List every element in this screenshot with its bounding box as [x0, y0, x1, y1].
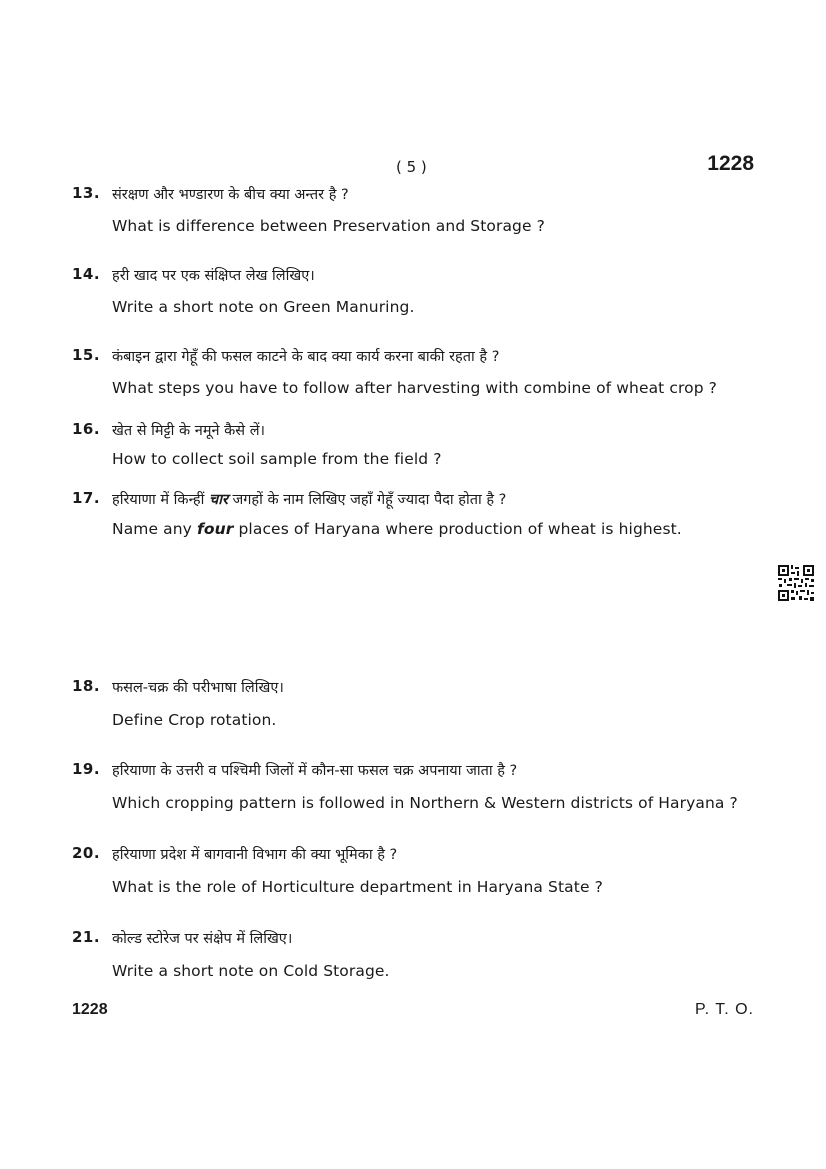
question-hindi: संरक्षण और भण्डारण के बीच क्या अन्तर है ? [112, 187, 349, 203]
question-hindi-part: हरियाणा में किन्हीं [112, 492, 209, 508]
question-number: 19. [72, 760, 101, 778]
question-english-part: Name any [112, 520, 197, 538]
question-english: What steps you have to follow after harvesting with combine of wheat crop ? [112, 379, 718, 397]
paper-code-header: 1228 [707, 152, 754, 175]
question-hindi [112, 489, 506, 509]
question-number: 15. [72, 346, 101, 364]
question-hindi: कंबाइन द्वारा गेहूँ की फसल काटने के बाद क्या कार्य करना बाकी रहता है ? [112, 349, 500, 365]
paper-code-footer: 1228 [72, 1001, 108, 1018]
qr-code-icon [777, 564, 815, 602]
question-number: 14. [72, 265, 101, 283]
question-hindi-part: जगहों के नाम लिखिए जहाँ गेहूँ ज्यादा पैदा होता है ? [227, 492, 507, 508]
question-hindi: हरी खाद पर एक संक्षिप्त लेख लिखिए। [112, 268, 315, 284]
question-hindi: कोल्ड स्टोरेज पर संक्षेप में लिखिए। [112, 931, 293, 947]
question-english: What is difference between Preservation and Storage ? [112, 217, 545, 235]
question-hindi: खेत से मिट्टी के नमूने कैसे लें। [112, 423, 266, 439]
question-number: 16. [72, 420, 101, 438]
question-english-emphasis: four [196, 520, 234, 538]
page-number: ( 5 ) [396, 158, 427, 176]
question-english: Write a short note on Cold Storage. [112, 962, 390, 980]
question-number: 18. [72, 677, 101, 695]
question-english [112, 520, 682, 538]
question-hindi: हरियाणा के उत्तरी व पश्चिमी जिलों में कौन-सा फसल चक्र अपनाया जाता है ? [112, 763, 518, 779]
question-english: How to collect soil sample from the field ? [112, 450, 442, 468]
question-hindi: हरियाणा प्रदेश में बागवानी विभाग की क्या भूमिका है ? [112, 847, 398, 863]
question-english: What is the role of Horticulture department in Haryana State ? [112, 878, 603, 896]
question-number: 17. [72, 489, 101, 507]
question-number: 21. [72, 928, 101, 946]
please-turn-over: P. T. O. [695, 1001, 754, 1018]
question-english: Which cropping pattern is followed in Northern & Western districts of Haryana ? [112, 794, 738, 812]
question-hindi-emphasis: चार [208, 492, 228, 508]
question-number: 20. [72, 844, 101, 862]
question-english: Define Crop rotation. [112, 711, 277, 729]
question-hindi: फसल-चक्र की परीभाषा लिखिए। [112, 680, 284, 696]
question-english-part: places of Haryana where production of wheat is highest. [233, 520, 682, 538]
question-number: 13. [72, 184, 101, 202]
question-english: Write a short note on Green Manuring. [112, 298, 415, 316]
